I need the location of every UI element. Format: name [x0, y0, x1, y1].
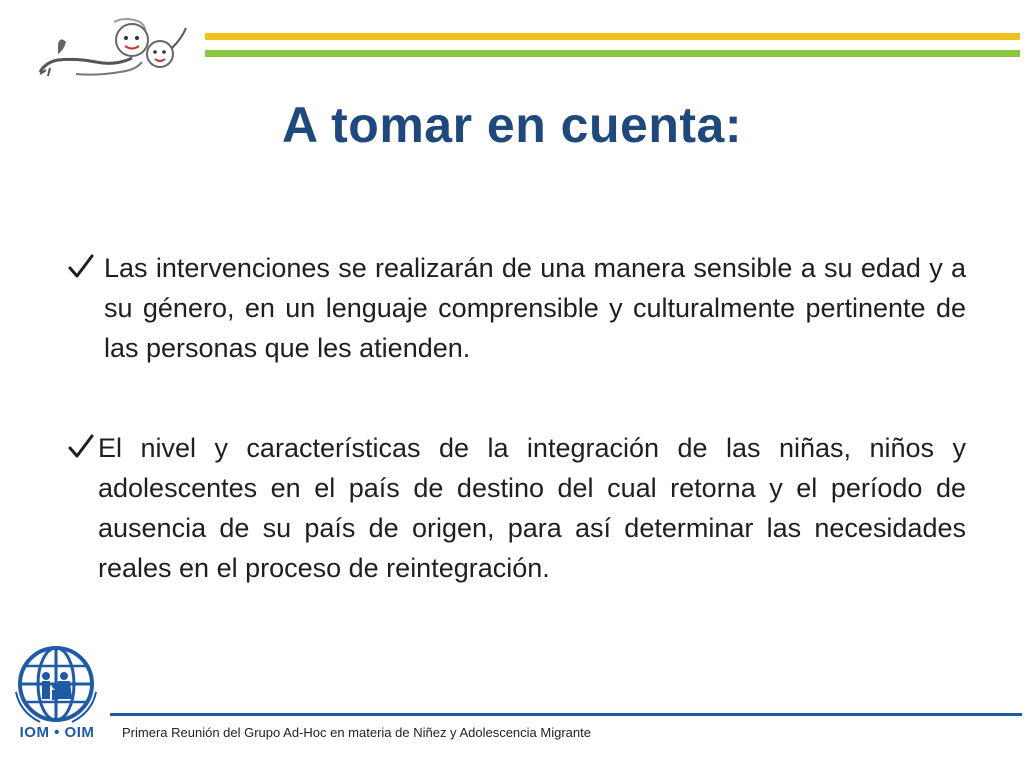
bullet-item [66, 428, 966, 588]
children-drawing-logo [36, 14, 196, 82]
bullet-text: Las intervenciones se realizarán de una manera sensible a su edad y a su género, en un lenguaje comprensible y culturalmente pertinente de las personas que les atienden. [104, 253, 966, 363]
footer-text: Primera Reunión del Grupo Ad-Hoc en materia de Niñez y Adolescencia Migrante [122, 725, 591, 740]
top-stripe-yellow [205, 33, 1020, 40]
checkmark-icon [66, 428, 96, 468]
slide-title: A tomar en cuenta: [281, 97, 742, 153]
iom-oim-logo-text: IOM • OIM [19, 724, 95, 741]
bullet-text: El nivel y características de la integración de las niñas, niños y adolescentes en el país de destino del cual retorna y el período de ausencia de su país de origen, para así determinar las necesidades reales en el proceso de reintegración. [98, 433, 966, 583]
bullet-item [66, 248, 966, 368]
top-stripe-green [205, 50, 1020, 57]
footer-divider [110, 713, 1022, 716]
checkmark-icon [66, 248, 96, 288]
